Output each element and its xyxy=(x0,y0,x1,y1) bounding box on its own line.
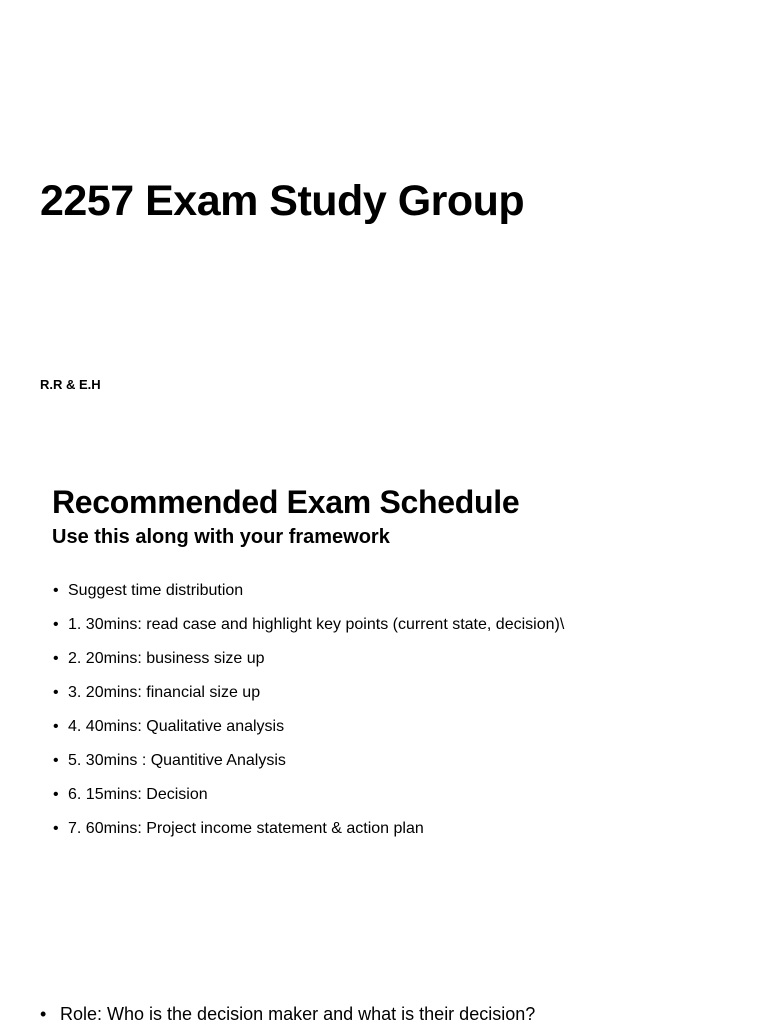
schedule-subtitle: Use this along with your framework xyxy=(52,526,390,548)
title-slide xyxy=(0,0,768,440)
list-item xyxy=(52,613,564,647)
list-item xyxy=(52,817,564,851)
bullet-icon: • xyxy=(53,752,59,769)
bullet-icon: • xyxy=(53,786,59,803)
schedule-slide xyxy=(0,440,768,980)
bullet-icon: • xyxy=(53,684,59,701)
list-item-text: 4. 40mins: Qualitative analysis xyxy=(68,718,285,735)
next-slide-bullet xyxy=(40,1001,535,1027)
bullet-icon: • xyxy=(53,650,59,667)
bullet-icon: • xyxy=(40,1004,47,1024)
list-item-text: 2. 20mins: business size up xyxy=(68,650,265,667)
list-item xyxy=(52,715,564,749)
list-item-text: Suggest time distribution xyxy=(68,582,244,599)
bullet-icon: • xyxy=(53,820,59,837)
next-slide-bullet-text: Role: Who is the decision maker and what is their decision? xyxy=(60,1004,536,1024)
presentation-title: 2257 Exam Study Group xyxy=(40,177,525,225)
list-item-text: 1. 30mins: read case and highlight key points (current state, decision)\ xyxy=(68,616,565,633)
list-item-text: 3. 20mins: financial size up xyxy=(68,684,261,701)
authors-line: R.R & E.H xyxy=(40,377,101,392)
list-item-text: 7. 60mins: Project income statement & action plan xyxy=(68,820,424,837)
list-item xyxy=(52,647,564,681)
list-item xyxy=(52,681,564,715)
bullet-icon: • xyxy=(53,616,59,633)
list-item xyxy=(52,749,564,783)
schedule-list xyxy=(52,579,564,851)
list-item-text: 6. 15mins: Decision xyxy=(68,786,208,803)
list-item-text: 5. 30mins : Quantitive Analysis xyxy=(68,752,286,769)
bullet-icon: • xyxy=(53,582,59,599)
bullet-icon: • xyxy=(53,718,59,735)
schedule-title: Recommended Exam Schedule xyxy=(52,484,520,520)
list-item xyxy=(52,579,564,613)
list-item xyxy=(52,783,564,817)
